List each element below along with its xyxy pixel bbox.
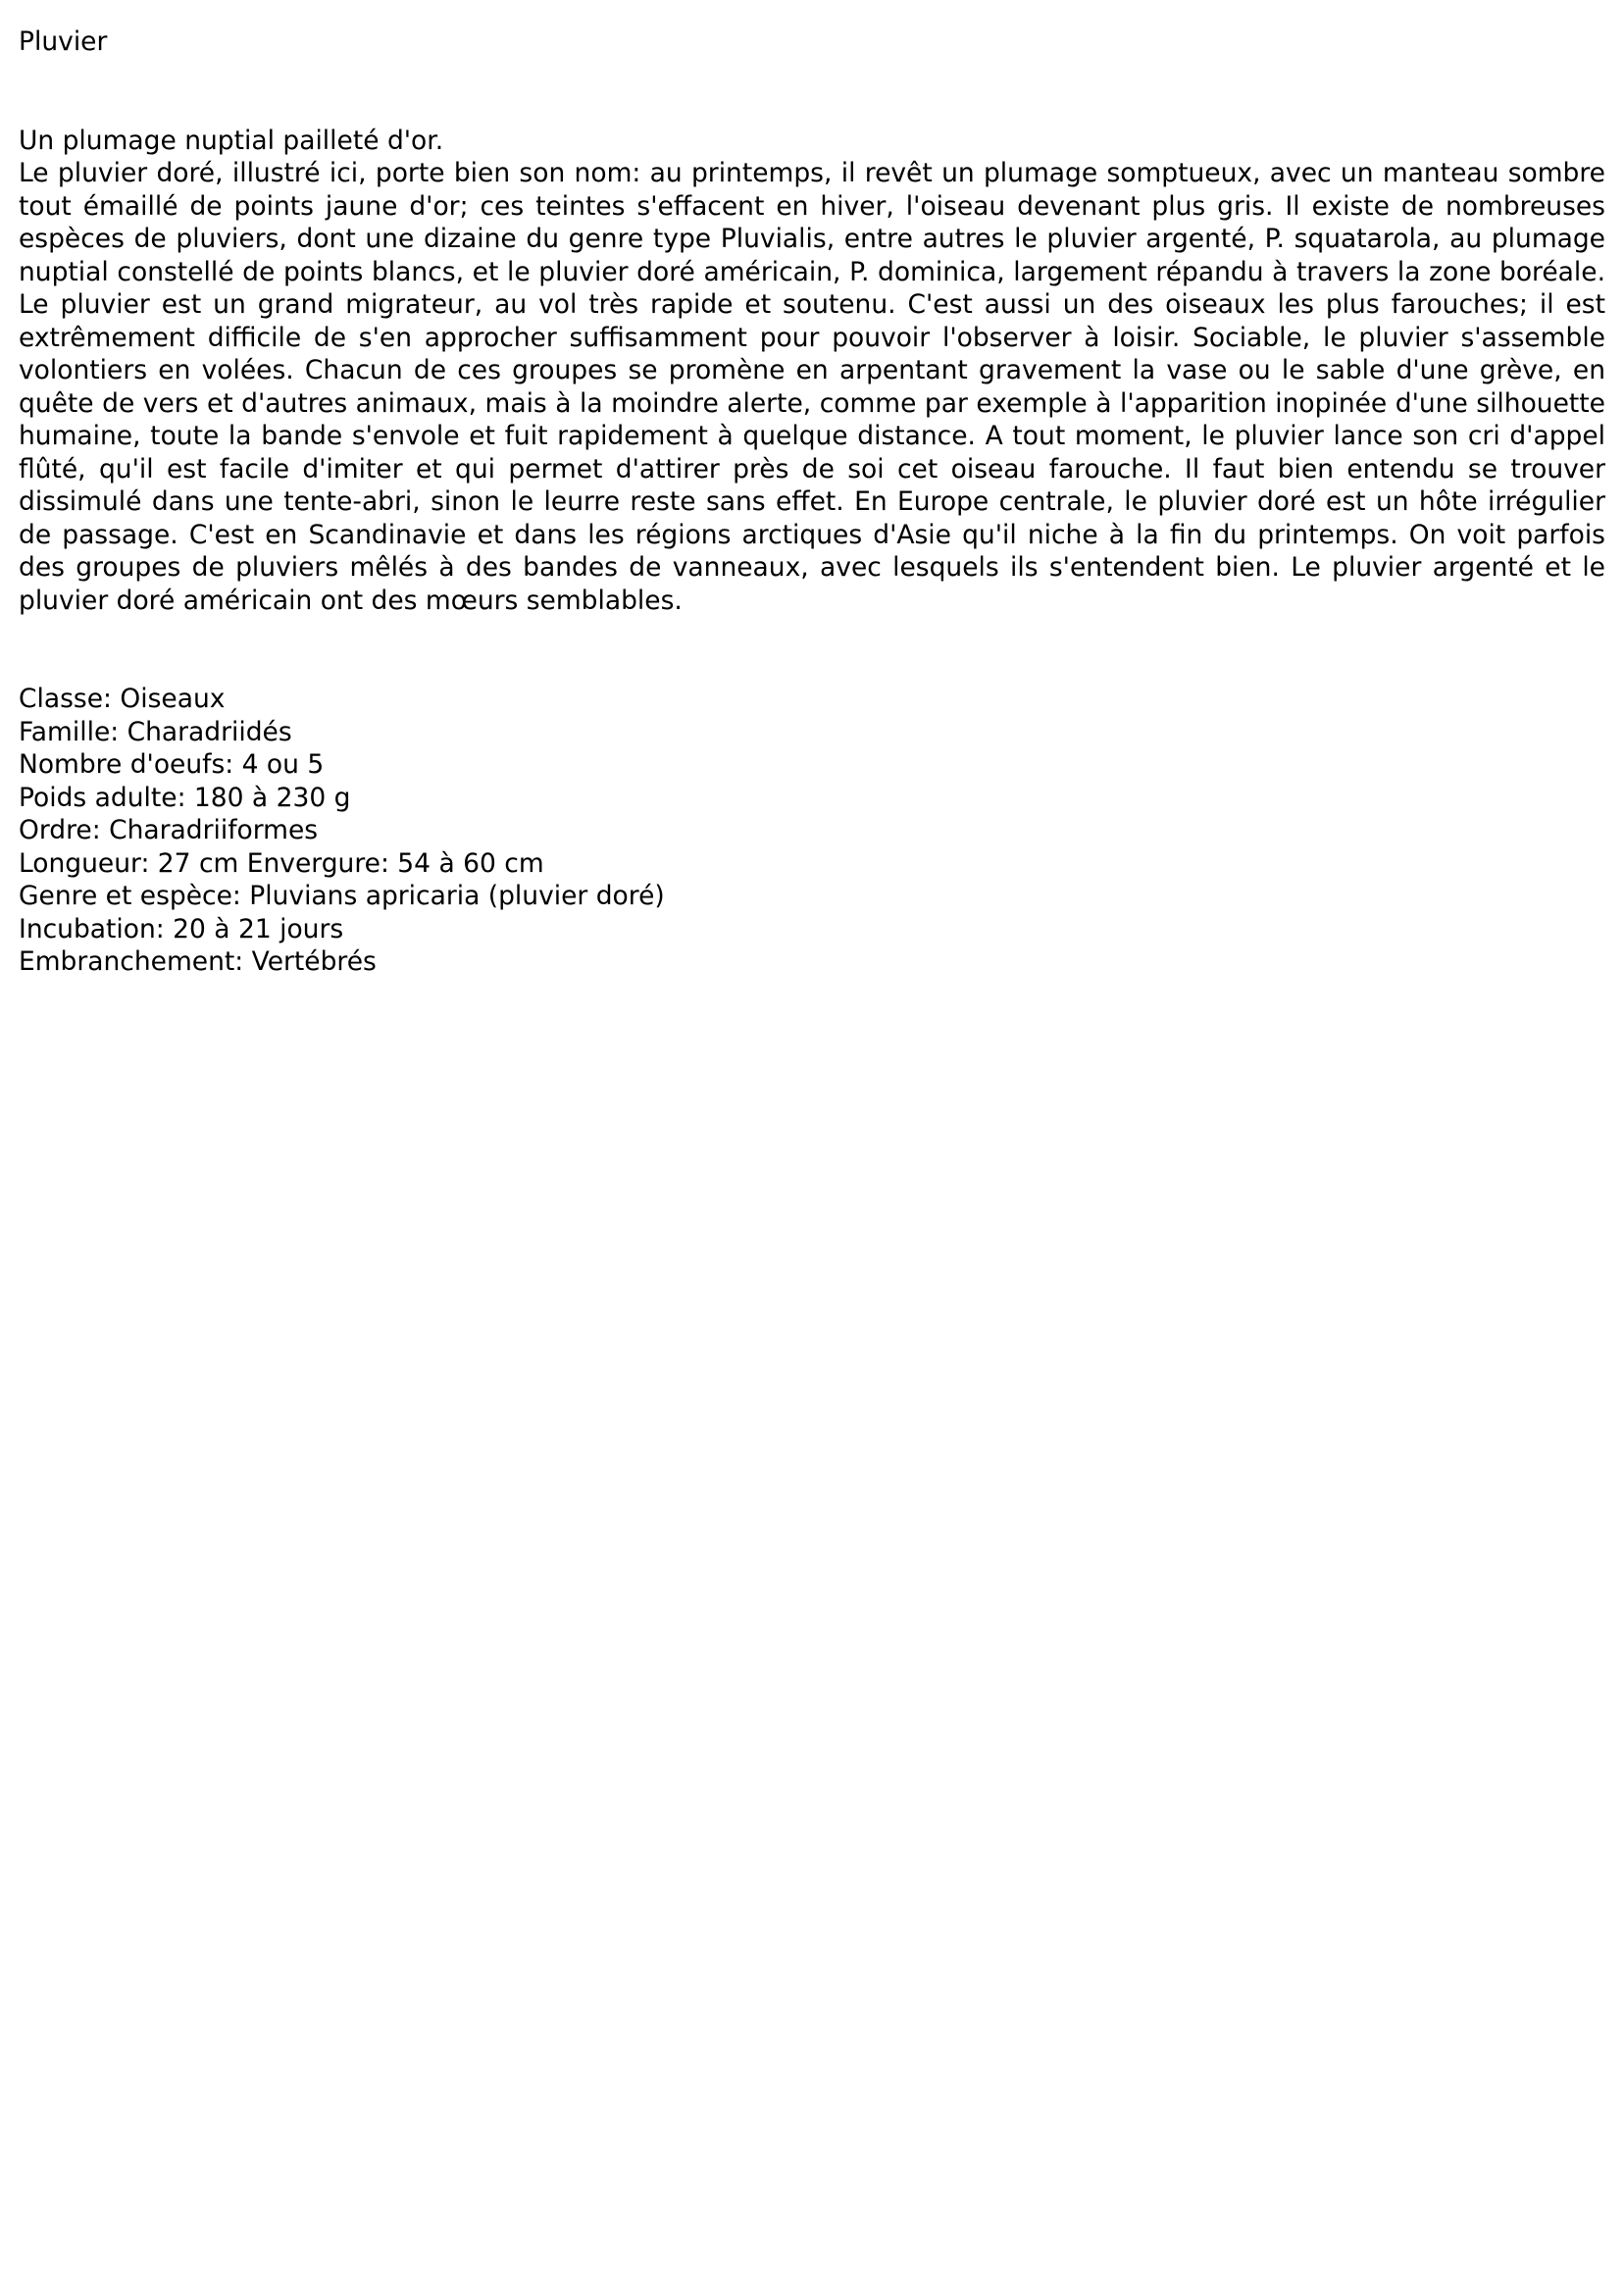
document-subtitle: Un plumage nuptial pailleté d'or.: [19, 125, 444, 156]
fact-embranchement: Embranchement: Vertébrés: [19, 946, 377, 977]
fact-longueur-envergure: Longueur: 27 cm Envergure: 54 à 60 cm: [19, 847, 544, 879]
fact-nombre-oeufs: Nombre d'oeufs: 4 ou 5: [19, 749, 325, 780]
facts-list: [19, 683, 1605, 979]
document-page: [19, 25, 1605, 979]
fact-genre-espece: Genre et espèce: Pluvians apricaria (pluvier doré): [19, 881, 665, 911]
fact-famille: Famille: Charadriidés: [19, 716, 292, 747]
fact-classe: Classe: Oiseaux: [19, 684, 226, 714]
fact-incubation: Incubation: 20 à 21 jours: [19, 913, 344, 944]
document-title: Pluvier: [19, 26, 108, 57]
fact-ordre: Ordre: Charadriiformes: [19, 815, 319, 845]
document-body-paragraph: Le pluvier doré, illustré ici, porte bien son nom: au printemps, il revêt un plumage somptueux, avec un manteau sombre tout émaillé de points jaune d'or; ces teintes s'effacent en hiver, l'oiseau devenant plus gris. Il existe de nombreuses espèces de pluviers, dont une dizaine du genre type Pluvialis, entre autres le pluvier argenté, P. squatarola, au plumage nuptial constellé de points blancs, et le pluvier doré américain, P. dominica, largement répandu à travers la zone boréale. Le pluvier est un grand migrateur, au vol très rapide et soutenu. C'est aussi un des oiseaux les plus farouches; il est extrêmement difficile de s'en approcher suffisamment pour pouvoir l'observer à loisir. Sociable, le pluvier s'assemble volontiers en volées. Chacun de ces groupes se promène en arpentant gravement la vase ou le sable d'une grève, en quête de vers et d'autres animaux, mais à la moindre alerte, comme par exemple à l'apparition inopinée d'une silhouette humaine, toute la bande s'envole et fuit rapidement à quelque distance. A tout moment, le pluvier lance son cri d'appel flûté, qu'il est facile d'imiter et qui permet d'attirer près de soi cet oiseau farouche. Il faut bien entendu se trouver dissimulé dans une tente-abri, sinon le leurre reste sans effet. En Europe centrale, le pluvier doré est un hôte irrégulier de passage. C'est en Scandinavie et dans les régions arctiques d'Asie qu'il niche à la fin du printemps. On voit parfois des groupes de pluviers mêlés à des bandes de vanneaux, avec lesquels ils s'entendent bien. Le pluvier argenté et le pluvier doré américain ont des mœurs semblables.: [19, 158, 1605, 616]
fact-poids-adulte: Poids adulte: 180 à 230 g: [19, 782, 351, 813]
